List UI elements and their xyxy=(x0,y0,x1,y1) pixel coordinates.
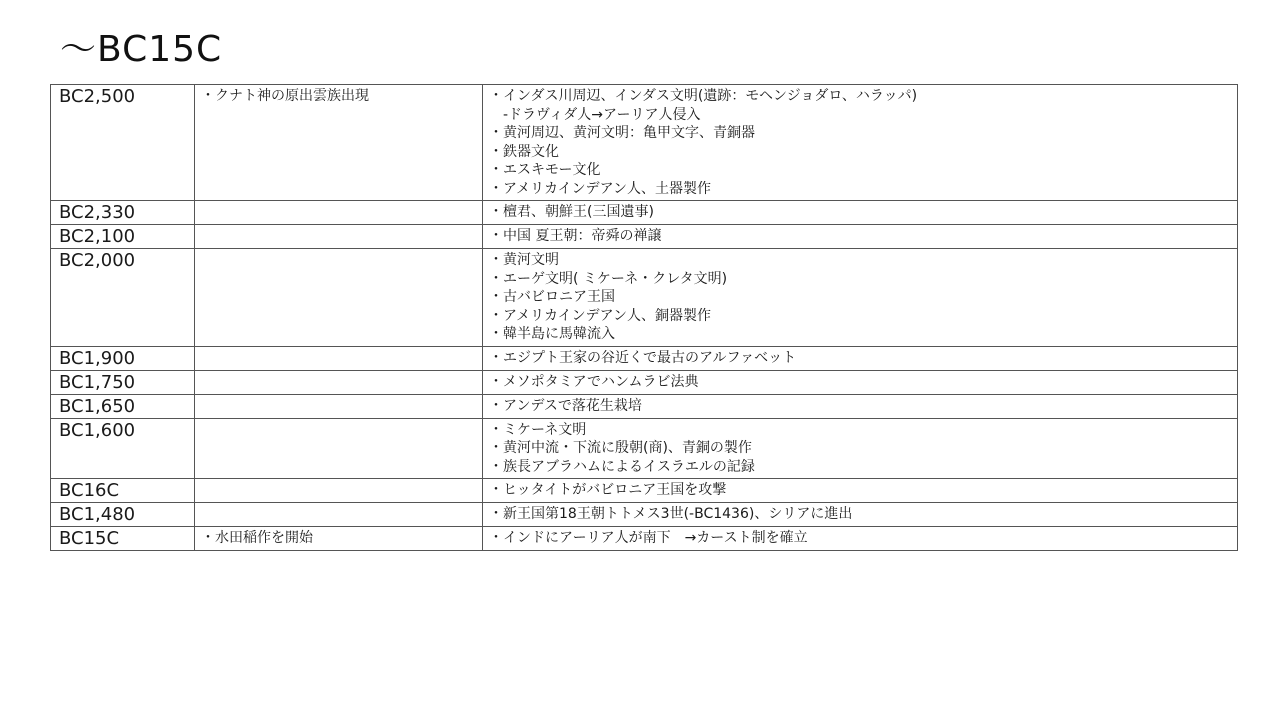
event-line: ・水田稲作を開始 xyxy=(201,530,313,546)
year-text: BC2,000 xyxy=(59,250,136,271)
year-text: BC16C xyxy=(59,480,120,501)
event-line: ・黄河周辺、黄河文明：亀甲文字、青銅器 xyxy=(489,125,755,141)
year-text: BC2,500 xyxy=(59,86,136,107)
year-cell xyxy=(51,527,195,551)
event-line: ・クナト神の原出雲族出現 xyxy=(201,88,369,104)
event-line: ・メソポタミアでハンムラビ法典 xyxy=(489,373,699,390)
event-line: ・ミケーネ文明 xyxy=(489,421,587,438)
event-line: ・アンデスで落花生栽培 xyxy=(489,397,642,414)
year-cell xyxy=(51,370,195,394)
world-events-cell xyxy=(483,85,1238,201)
year-text: BC1,480 xyxy=(59,504,136,525)
timeline-body xyxy=(51,85,1238,551)
year-cell xyxy=(51,418,195,479)
event-line: ・アメリカインデアン人、土器製作 xyxy=(489,180,712,197)
japan-events-cell xyxy=(195,527,483,551)
world-events-cell xyxy=(483,418,1238,479)
event-line: ・エーゲ文明( ミケーネ・クレタ文明) xyxy=(489,270,728,287)
japan-events-cell xyxy=(195,503,483,527)
event-line: ・中国 夏王朝：帝舜の禅譲 xyxy=(489,228,662,244)
table-row xyxy=(51,346,1238,370)
world-events-cell xyxy=(483,370,1238,394)
japan-events-cell xyxy=(195,346,483,370)
world-events-cell xyxy=(483,201,1238,225)
slide-title: 〜BC15C xyxy=(60,29,223,70)
year-cell xyxy=(51,85,195,201)
table-row xyxy=(51,225,1238,249)
event-line: ・エスキモー文化 xyxy=(489,162,601,178)
world-events-cell xyxy=(483,249,1238,347)
event-line: ・ヒッタイトがバビロニア王国を攻撃 xyxy=(489,482,727,498)
world-events-cell xyxy=(483,346,1238,370)
event-line: ・檀君、朝鮮王(三国遺事) xyxy=(489,204,654,220)
event-line: ・古バビロニア王国 xyxy=(489,289,615,305)
table-row xyxy=(51,503,1238,527)
world-events-cell xyxy=(483,503,1238,527)
japan-events-cell xyxy=(195,394,483,418)
year-cell xyxy=(51,503,195,527)
event-line: ・韓半島に馬韓流入 xyxy=(489,326,615,342)
year-text: BC1,750 xyxy=(59,371,136,393)
world-events-cell xyxy=(483,527,1238,551)
japan-events-cell xyxy=(195,479,483,503)
year-cell xyxy=(51,479,195,503)
world-events-cell xyxy=(483,225,1238,249)
event-line: ・黄河中流・下流に殷朝(商)、青銅の製作 xyxy=(489,440,752,456)
year-cell xyxy=(51,225,195,249)
japan-events-cell xyxy=(195,201,483,225)
year-text: BC1,900 xyxy=(59,347,136,369)
event-line: ・鉄器文化 xyxy=(489,143,559,160)
japan-events-cell xyxy=(195,249,483,347)
event-line: ・アメリカインデアン人、銅器製作 xyxy=(489,307,712,324)
japan-events-cell xyxy=(195,370,483,394)
year-cell xyxy=(51,346,195,370)
event-line: ・族長アブラハムによるイスラエルの記録 xyxy=(489,458,755,475)
world-events-cell xyxy=(483,394,1238,418)
event-line: ・インドにアーリア人が南下 →カースト制を確立 xyxy=(489,530,808,546)
table-row xyxy=(51,370,1238,394)
japan-events-cell xyxy=(195,418,483,479)
event-line: ・インダス川周辺、インダス文明(遺跡：モヘンジョダロ、ハラッパ) xyxy=(489,88,918,104)
table-row xyxy=(51,249,1238,347)
world-events-cell xyxy=(483,479,1238,503)
japan-events-cell xyxy=(195,225,483,249)
year-text: BC1,600 xyxy=(59,419,136,441)
event-line: ・黄河文明 xyxy=(489,252,559,268)
table-row xyxy=(51,85,1238,201)
year-text: BC2,100 xyxy=(59,226,136,247)
year-cell xyxy=(51,249,195,347)
event-line: ・新王国第18王朝トトメス3世(-BC1436)、シリアに進出 xyxy=(489,506,853,522)
table-row xyxy=(51,394,1238,418)
event-line: -ドラヴィダ人→アーリア人侵入 xyxy=(489,106,701,123)
year-cell xyxy=(51,201,195,225)
table-row xyxy=(51,201,1238,225)
table-row xyxy=(51,527,1238,551)
year-cell xyxy=(51,394,195,418)
event-line: ・エジプト王家の谷近くで最古のアルファベット xyxy=(489,349,797,366)
japan-events-cell xyxy=(195,85,483,201)
table-row xyxy=(51,418,1238,479)
year-text: BC2,330 xyxy=(59,202,136,223)
year-text: BC15C xyxy=(59,528,120,549)
year-text: BC1,650 xyxy=(59,395,136,417)
table-row xyxy=(51,479,1238,503)
timeline-table xyxy=(50,84,1238,551)
